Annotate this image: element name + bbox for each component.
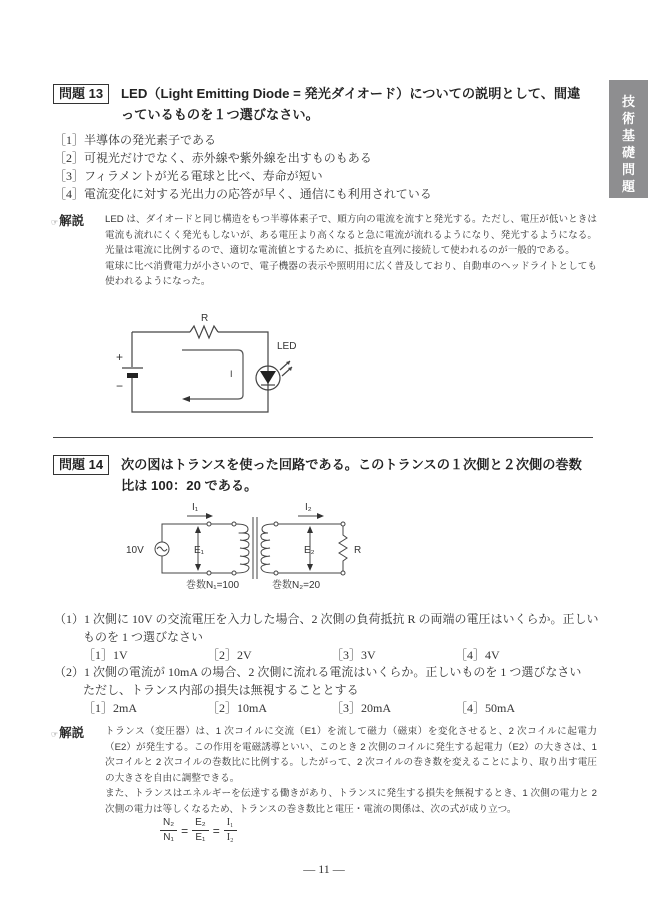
q14-sub1-choice-3: ［3］3V — [331, 648, 376, 662]
page-number: — 11 — — [303, 862, 345, 876]
q14-sub1-choice-1: ［1］1V — [83, 648, 128, 662]
side-tab-char: 礎 — [621, 146, 635, 161]
fraction-e2-e1 — [192, 817, 209, 844]
formula-denominator: N₁ — [163, 832, 174, 843]
q14-sub2-line2: ただし、トランス内部の損失は無視することとする — [83, 683, 359, 697]
q14-sub2-choice-3: ［3］20mA — [331, 701, 392, 715]
formula-numerator: I₁ — [224, 817, 237, 831]
q14-sub2-choices — [54, 699, 604, 717]
r-label: R — [354, 545, 362, 556]
q14-sub1-choices — [54, 646, 604, 664]
section-side-tab — [609, 80, 648, 198]
q13-explanation-label — [51, 211, 84, 229]
fraction-i1-i2 — [224, 817, 237, 844]
q14-sub2-line1: （2）1 次側の電流が 10mA の場合、2 次側に流れる電流はいくらか。正しいものを 1 つ選びなさい — [54, 665, 582, 679]
q14-sub1-choice-4: ［4］4V — [455, 648, 500, 662]
plus-label: + — [116, 350, 124, 364]
question-13-number: 問題 13 — [53, 84, 109, 104]
equals-sign: = — [212, 823, 220, 838]
formula-denominator: I₂ — [226, 832, 234, 843]
pointing-hand-icon: ☞ — [51, 730, 59, 739]
side-tab-char: 術 — [621, 112, 635, 127]
q14-sub2-choice-1: ［1］2mA — [83, 701, 138, 715]
equals-sign: = — [181, 823, 189, 838]
q13-option-2: ［2］可視光だけでなく、赤外線や紫外線を出すものもある — [54, 151, 372, 165]
e2-label: E₂ — [304, 545, 315, 556]
fraction-n2-n1 — [160, 817, 177, 844]
q14-sub1-choice-2: ［2］2V — [207, 648, 252, 662]
question-13-text: LED（Light Emitting Diode = 発光ダイオード）についての説明として、間違っているものを１つ選びなさい。 — [121, 86, 581, 122]
current-label: I — [230, 369, 233, 379]
led-label: LED — [277, 341, 297, 352]
question-14-text: 次の図はトランスを使った回路である。このトランスの１次側と２次側の巻数比は 100：20 である。 — [121, 457, 582, 493]
q14-explanation-para-2: また、トランスはエネルギーを伝達する働きがあり、トランスに発生する損失を無視するとき、1 次側の電力と 2 次側の電力は等しくなるため、トランスの巻き数比と電圧・電流の関係は、次の式が成り立つ。 — [105, 788, 597, 815]
formula-numerator: N₂ — [160, 817, 177, 831]
q13-explanation-para-2: 電球に比べ消費電力が小さいので、電子機器の表示や照明用に広く普及しており、自動車のヘッドライトとしても使われるようになった。 — [105, 260, 597, 288]
q13-option-3: ［3］フィラメントが光る電球と比べ、寿命が短い — [54, 169, 323, 183]
q13-explanation — [105, 212, 597, 290]
i1-label: I₁ — [192, 502, 199, 513]
n1-label: 巻数N₁=100 — [186, 580, 240, 591]
resistor-label: R — [201, 313, 209, 324]
side-tab-char: 問 — [621, 163, 635, 178]
battery-short-plate — [127, 373, 138, 378]
transformer-circuit-diagram — [110, 495, 370, 595]
q14-subquestion-1 — [54, 610, 604, 664]
q13-option-4: ［4］電流変化に対する光出力の応答が早く、通信にも利用されている — [54, 187, 432, 201]
section-divider — [53, 437, 593, 438]
load-resistor-symbol — [339, 526, 347, 571]
q14-sub1-line2: ものを 1 つ選びなさい — [83, 630, 204, 644]
source-voltage-label: 10V — [126, 545, 144, 556]
q14-explanation — [105, 724, 597, 818]
side-tab-char: 基 — [621, 129, 635, 144]
q14-sub2-choice-2: ［2］10mA — [207, 701, 268, 715]
q14-explanation-label — [51, 723, 84, 741]
pointing-hand-icon: ☞ — [51, 218, 59, 227]
formula-numerator: E₂ — [192, 817, 209, 831]
led-circuit-diagram — [100, 305, 320, 420]
question-14-number: 問題 14 — [53, 455, 109, 475]
formula-denominator: E₁ — [195, 832, 206, 843]
current-arrow — [182, 350, 243, 399]
primary-coil — [236, 524, 249, 573]
q13-explanation-para-1: LED は、ダイオードと同じ構造をもつ半導体素子で、順方向の電流を流すと発光する。ただし、電圧が低いときは電流も流れにくく発光もしないが、ある電圧より高くなると急に電流が流れるようになり、発光するようになる。光量は電流に比例するので、適切な電流値とするために、抵抗を直列に接続して使われるのが一般的である。 — [105, 214, 597, 257]
q13-option-1: ［1］半導体の発光素子である — [54, 133, 217, 147]
minus-label: − — [116, 379, 124, 393]
secondary-coil — [261, 524, 274, 573]
resistor-symbol — [190, 326, 218, 338]
e1-label: E₁ — [194, 545, 205, 556]
explanation-label-text: 解説 — [59, 725, 85, 740]
q14-explanation-para-1: トランス（変圧器）は、1 次コイルに交流（E1）を流して磁力（磁束）を変化させると、2 次コイルに起電力（E2）が発生する。この作用を電磁誘導といい、このとき 2 次側のコイルに発生する起電力（E2）の大きさは、1 次コイルと 2 次コイルの巻数比に比例する。したがって、2 次コイルの巻き数を変えることにより、取り出す電圧の大きさを自由に調整できる。 — [105, 726, 597, 784]
q14-subquestion-2 — [54, 663, 604, 717]
explanation-label-text: 解説 — [59, 213, 85, 228]
n2-label: 巻数N₂=20 — [272, 580, 321, 591]
q14-sub1-line1: （1）1 次側に 10V の交流電圧を入力した場合、2 次側の負荷抵抗 R の両端の電圧はいくらか。正しい — [54, 612, 599, 626]
turns-ratio-formula — [158, 817, 239, 844]
side-tab-char: 題 — [621, 180, 635, 195]
q14-sub2-choice-4: ［4］50mA — [455, 701, 516, 715]
i2-label: I₂ — [305, 502, 312, 513]
side-tab-char: 技 — [621, 95, 635, 110]
